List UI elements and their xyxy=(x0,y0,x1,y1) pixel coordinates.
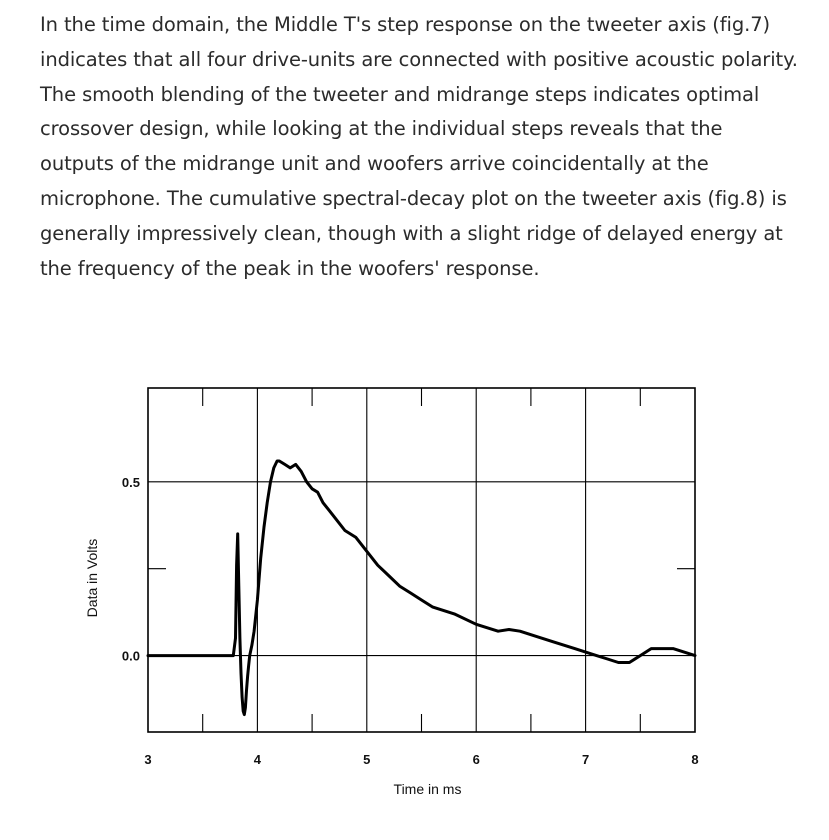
y-tick-label: 0.0 xyxy=(121,648,140,664)
y-axis-title: Data in Volts xyxy=(84,538,100,618)
article-paragraph: In the time domain, the Middle T's step response on the tweeter axis (fig.7) indicates that all four drive-units are connected with positive acoustic polarity. The smooth blending of the tweeter and midrange steps indicates optimal crossover design, while looking at the individual steps reveals that the outputs of the midrange unit and woofers arrive coincidentally at the microphone. The cumulative spectral-decay plot on the tweeter axis (fig.8) is generally impressively clean, though with a slight ridge of delayed energy at the frequency of the peak in the woofers' response. xyxy=(40,13,798,280)
x-axis-title: Time in ms xyxy=(393,781,462,797)
step-response-line xyxy=(148,461,695,715)
x-tick-label: 5 xyxy=(363,752,371,767)
grid-lines xyxy=(148,388,695,732)
step-response-figure xyxy=(0,380,829,810)
plot-frame xyxy=(148,388,695,732)
y-tick-labels xyxy=(122,475,140,664)
axis-ticks xyxy=(148,388,695,732)
x-tick-label: 8 xyxy=(691,752,699,767)
x-tick-labels xyxy=(144,752,698,767)
x-tick-label: 6 xyxy=(472,752,480,767)
y-tick-label: 0.5 xyxy=(121,474,140,490)
x-tick-label: 4 xyxy=(253,752,262,767)
series-layer xyxy=(148,461,695,715)
x-tick-label: 7 xyxy=(581,752,590,767)
step-response-chart xyxy=(0,380,829,810)
x-tick-label: 3 xyxy=(144,752,152,767)
